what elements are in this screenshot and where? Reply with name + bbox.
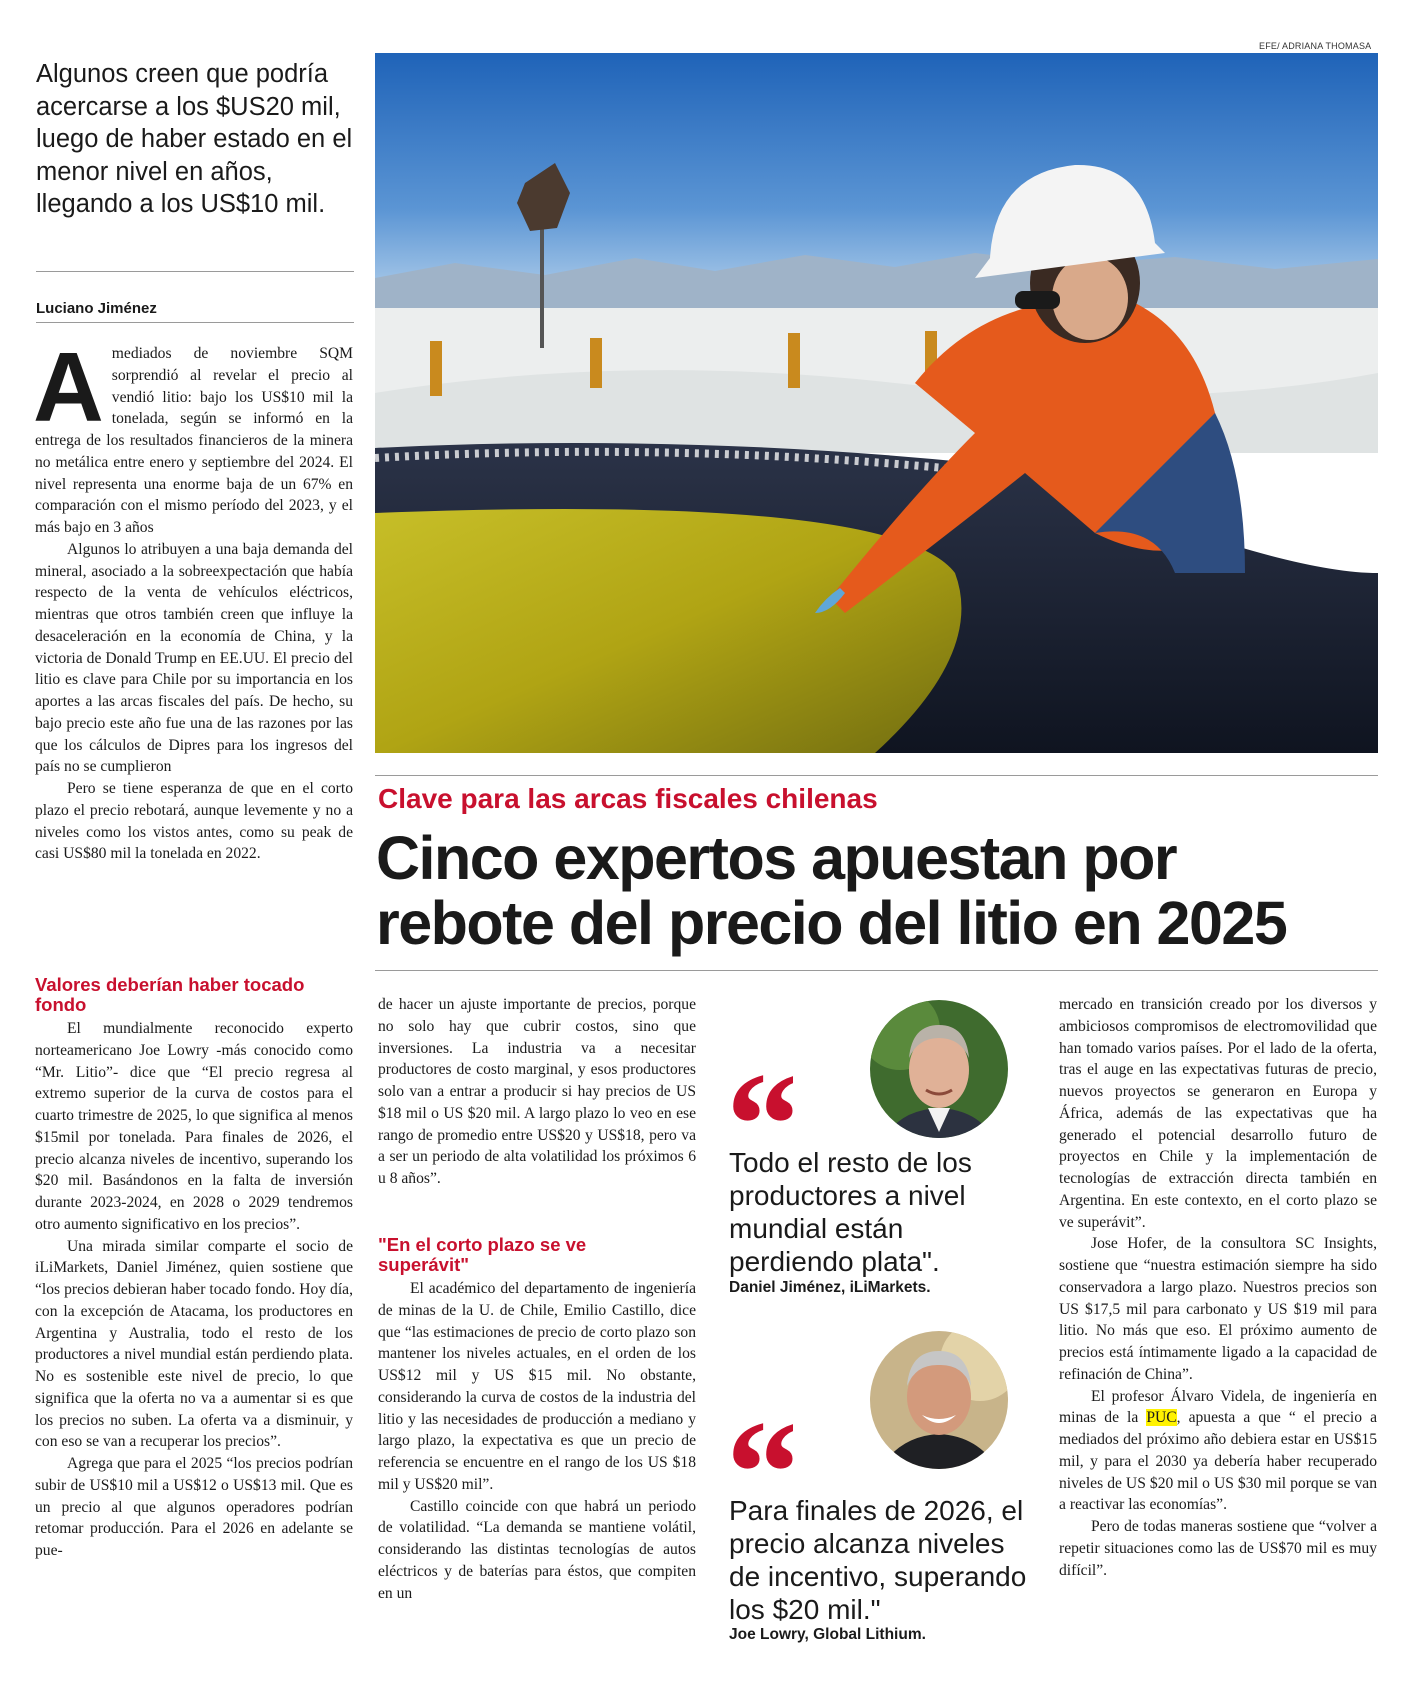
lithium-pond-photo xyxy=(375,53,1378,753)
body-paragraph: Pero de todas maneras sostiene que “volver a repetir situaciones como las de US$70 mil es muy difícil”. xyxy=(1059,1518,1377,1579)
photo-illustration xyxy=(375,53,1378,753)
headline-divider xyxy=(375,970,1378,971)
portrait-illustration xyxy=(870,1000,1008,1138)
body-paragraph: de hacer un ajuste importante de precios, porque no solo hay que cubrir costos, sino que inversiones. La industria va a necesitar productores de costo marginal, y esos productores solo van a entrar a producir si hay precios de US $18 mil o US $20 mil. A largo plazo lo veo en ese rango de promedio entre US$20 y US$18, pero va a ser un periodo de alta volatilidad los próximos 6 u 8 años”. xyxy=(378,996,696,1187)
body-text-span: , apuesta a que “ el precio a mediados del próximo año debiera estar en US$15 mil, y para el 2030 ya debería haber recuperado niveles de US $20 mil o US $30 mil porque se van a reactivar las economías”. xyxy=(1059,1409,1377,1514)
section-subhead: Valores deberían haber tocado fondo xyxy=(35,974,305,1015)
byline-divider xyxy=(36,322,354,323)
section-subhead-2: "En el corto plazo se ve superávit" xyxy=(378,1234,587,1275)
body-text-span: El profesor Álvaro Videla, de ingeniería en minas de la xyxy=(1059,1387,1377,1427)
portrait-daniel-jimenez xyxy=(870,1000,1008,1138)
column-4 xyxy=(1059,994,1377,1581)
body-paragraph: Algunos lo atribuyen a una baja demanda del mineral, asociado a la sobreexpectación que había respecto de la venta de vehículos eléctricos, mientras que otros también creen que influye la desaceleración en la economía de China, y la victoria de Donald Trump en EE.UU. El precio del litio es clave para Chile por su importancia en los aportes a las arcas fiscales del país. De hecho, su bajo precio este año fue una de las razones por las que los cálculos de Dipres para los ingresos del país no se cumplieron xyxy=(35,540,353,776)
pull-quote-1-attribution: Daniel Jiménez, iLiMarkets. xyxy=(729,1279,931,1296)
headline xyxy=(376,826,1376,956)
column-2-continued xyxy=(378,1278,696,1604)
drop-cap: A xyxy=(33,332,104,442)
body-paragraph: El académico del departamento de ingeniería de minas de la U. de Chile, Emilio Castillo, dice que “las estimaciones de precio de corto plazo son mantener los niveles actuales, en el orden de los US$12 mil y US $15 mil. No obstante, considerando la curva de costos de la industria del litio y las necesidades de producción a mediano y largo plazo, la expectativa es que un precio de referencia se encuentre en el rango de los US $18 mil y US$20 mil”. xyxy=(378,1280,696,1493)
photo-divider xyxy=(375,775,1378,776)
portrait-illustration xyxy=(870,1331,1008,1469)
body-paragraph: El mundialmente reconocido experto norteamericano Joe Lowry -más conocido como “Mr. Litio”- dice que “El precio regresa al extremo superior de la curva de costos para el cuarto trimestre de 2025, lo que significa al menos $15mil por tonelada. Para finales de 2026, el precio alcanza niveles de incentivo, superando los $20 mil. Basándonos en la falta de inversión durante 2023-2024, en 2028 o 2029 tendremos otro aumento significativo en los precios”. xyxy=(35,1020,353,1233)
article-deck: Algunos creen que podría acercarse a los $US20 mil, luego de haber estado en el menor nivel en años, llegando a los US$10 mil. xyxy=(36,60,353,218)
portrait-joe-lowry xyxy=(870,1331,1008,1469)
pull-quote-2-attribution: Joe Lowry, Global Lithium. xyxy=(729,1626,926,1643)
column-1-continued xyxy=(35,1018,353,1562)
headline-line-1: Cinco expertos apuestan por xyxy=(376,824,1177,892)
kicker: Clave para las arcas fiscales chilenas xyxy=(378,783,878,814)
pull-quote-1: Todo el resto de los productores a nivel mundial están perdiendo plata". xyxy=(729,1147,972,1277)
lead-paragraph-text: mediados de noviembre SQM sorprendió al revelar el precio al vendió litio: bajo los US$10 mil la tonelada, según se informó en la entrega de los resultados financieros de la minera no metálica entre enero y septiembre del 2024. El nivel representa una enorme baja de un 67% en comparación con el mismo período del 2023, y el más bajo en 3 años xyxy=(35,345,353,536)
lead-paragraph xyxy=(33,332,353,539)
body-paragraph: Jose Hofer, de la consultora SC Insights, sostiene que “nuestra estimación siempre ha sido conservadora a largo plazo. Nuestros precios son US $17,5 mil para carbonato y US $19 mil para litio. No más que eso. El próximo aumento de precios está íntimamente ligado a la capacidad de refinación de China”. xyxy=(1059,1235,1377,1383)
pull-quote-2: Para finales de 2026, el precio alcanza niveles de incentivo, superando los $20 mil." xyxy=(729,1495,1027,1625)
headline-line-2: rebote del precio del litio en 2025 xyxy=(376,889,1287,957)
body-paragraph: Una mirada similar comparte el socio de iLiMarkets, Daniel Jiménez, quien sostiene que “los precios debieran haber tocado fondo. Hoy día, con la excepción de Atacama, los productores en Argentina y Australia, todo el resto de los productores a nivel mundial están perdiendo plata. No es sostenible este nivel de precio, lo que significa que la oferta no va a aumentar si es que los precios no suben. La oferta va a disminuir, y con eso se van a recuperar los precios”. xyxy=(35,1237,353,1451)
column-2 xyxy=(378,994,696,1190)
deck-divider xyxy=(36,271,354,272)
byline: Luciano Jiménez xyxy=(36,300,157,317)
highlighted-text: PUC xyxy=(1146,1409,1177,1427)
body-paragraph: mercado en transición creado por los diversos y ambiciosos compromisos de electromovilidad que han tomado varios países. Por el lado de la oferta, tras el auge en las expectativas futuras de precio, nuevos proyectos se generaron en Europa y África, además de las expectativas que ha generado el potencial desarrollo futuro de proyectos en Chile y la implementación de tecnologías de extracción directa también en Argentina. En este contexto, en el corto plazo se ve superávit”. xyxy=(1059,996,1377,1231)
quote-mark-icon: “ xyxy=(726,1050,793,1150)
photo-credit: EFE/ ADRIANA THOMASA xyxy=(1259,41,1372,51)
body-paragraph xyxy=(1059,1386,1377,1517)
body-paragraph: Pero se tiene esperanza de que en el corto plazo el precio rebotará, aunque levemente y no a niveles como los vistos antes, como su peak de casi US$80 mil la tonelada en 2022. xyxy=(35,780,353,863)
body-paragraph: Castillo coincide con que habrá un periodo de volatilidad. “La demanda se mantiene volátil, considerando las distintas tecnologías de autos eléctricos y de baterías para éstos, que compiten en un xyxy=(378,1497,696,1602)
quote-mark-icon: “ xyxy=(726,1398,793,1498)
body-paragraph: Agrega que para el 2025 “los precios podrían subir de US$10 mil a US$12 o US$13 mil. Que es un precio al que algunos operadores podrían retomar producción. Para el 2026 en adelante se pue- xyxy=(35,1455,353,1559)
column-1 xyxy=(33,332,353,865)
